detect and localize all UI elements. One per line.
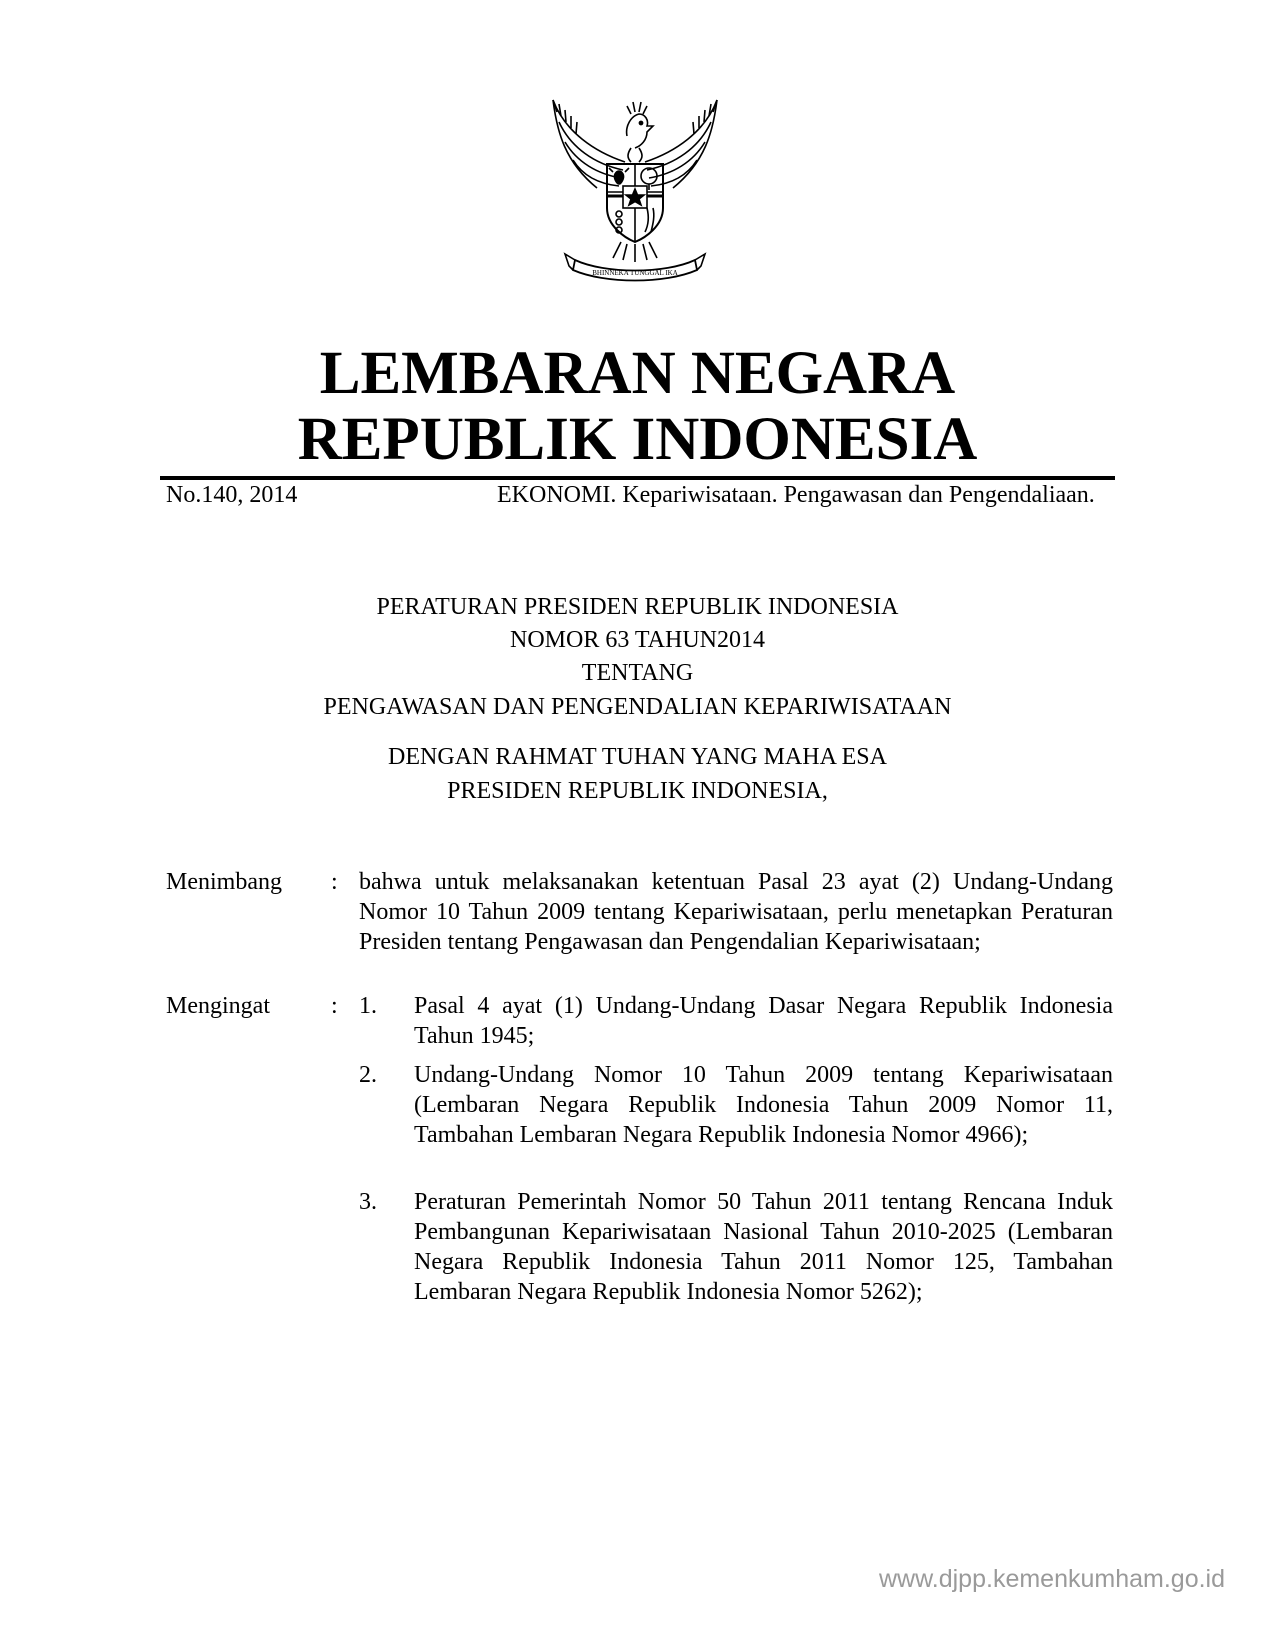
mengingat-item-number: 1. [359,993,377,1019]
preamble-line-2: PRESIDEN REPUBLIK INDONESIA, [447,778,828,804]
masthead-line-2: REPUBLIK INDONESIA [297,406,978,473]
masthead-line-1: LEMBARAN NEGARA [319,340,956,407]
menimbang-label: Menimbang [166,869,282,895]
svg-text:BHINNEKA TUNGGAL IKA: BHINNEKA TUNGGAL IKA [592,269,678,277]
mengingat-colon: : [331,993,338,1019]
mengingat-label: Mengingat [166,993,270,1019]
issue-subject: EKONOMI. Kepariwisataan. Pengawasan dan Pengendaliaan. [497,482,1095,508]
menimbang-text: bahwa untuk melaksanakan ketentuan Pasal 23 ayat (2) Undang-Undang Nomor 10 Tahun 2009 tentang Kepariwisataan, perlu menetapkan Peraturan Presiden tentang Pengawasan dan Pengendalian Kepariwisataan; [359,869,1113,955]
title-subject: PENGAWASAN DAN PENGENDALIAN KEPARIWISATAAN [323,694,952,720]
footer-website-url: www.djpp.kemenkumham.go.id [879,1565,1225,1593]
mengingat-item-number: 3. [359,1189,377,1215]
mengingat-item-text: Pasal 4 ayat (1) Undang-Undang Dasar Negara Republik Indonesia Tahun 1945; [414,993,1113,1049]
preamble-line-1: DENGAN RAHMAT TUHAN YANG MAHA ESA [388,744,887,770]
garuda-emblem-icon [535,92,735,292]
mengingat-item-number: 2. [359,1062,377,1088]
title-regulation: PERATURAN PRESIDEN REPUBLIK INDONESIA [376,594,899,620]
mengingat-item-text: Peraturan Pemerintah Nomor 50 Tahun 2011 tentang Rencana Induk Pembangunan Kepariwisataan Nasional Tahun 2010-2025 (Lembaran Negara Republik Indonesia Tahun 2011 Nomor 125, Tambahan Lembaran Negara Republik Indonesia Nomor 5262); [414,1189,1113,1305]
issue-number: No.140, 2014 [166,482,298,508]
mengingat-item-text: Undang-Undang Nomor 10 Tahun 2009 tentang Kepariwisataan (Lembaran Negara Republik Indonesia Tahun 2009 Nomor 11, Tambahan Lembaran Negara Republik Indonesia Nomor 4966); [414,1062,1113,1148]
title-number: NOMOR 63 TAHUN2014 [510,627,765,653]
menimbang-colon: : [331,869,338,895]
title-about: TENTANG [581,660,694,686]
